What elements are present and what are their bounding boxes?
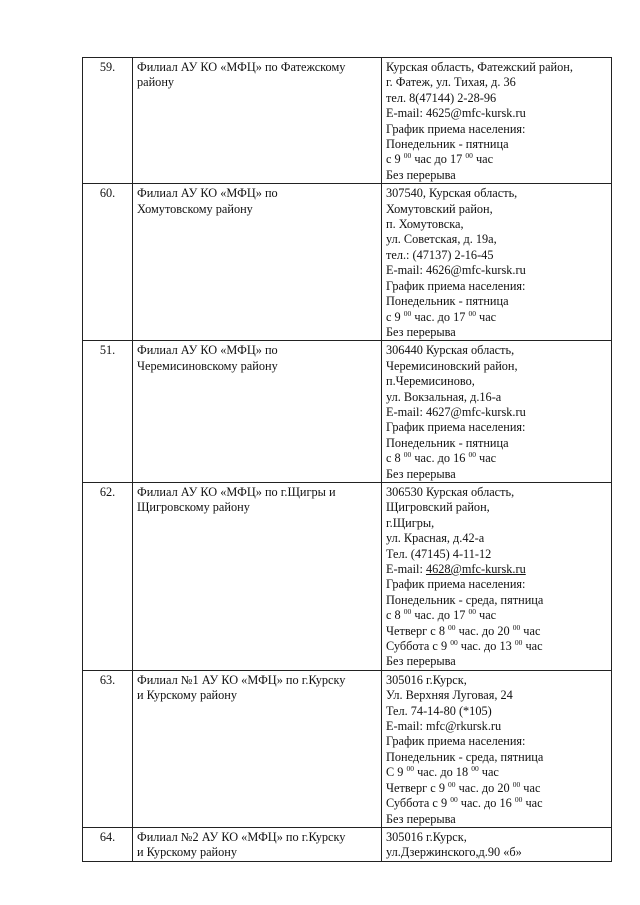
branch-name-line: Черемисиновскому району (137, 358, 278, 373)
branch-name-line: Филиал №2 АУ КО «МФЦ» по г.Курску (137, 829, 346, 844)
schedule-text: с 8 (386, 608, 404, 623)
time-minutes-superscript: 00 (468, 450, 476, 460)
address-line (386, 485, 608, 500)
address-text: г.Щигры, (386, 515, 435, 530)
address-line (386, 390, 608, 405)
address-text: Тел. (47145) 4-11-12 (386, 546, 492, 561)
address-text: Без перерыва (386, 324, 456, 339)
address-line (386, 91, 608, 106)
time-minutes-superscript: 00 (465, 151, 473, 161)
row-number: 64. (83, 827, 133, 861)
address-text: 305016 г.Курск, (386, 829, 467, 844)
schedule-text: час. до 17 (411, 309, 469, 324)
address-text: 305016 г.Курск, (386, 672, 467, 687)
address-line (386, 75, 608, 90)
address-line (386, 608, 608, 623)
address-text: E-mail: 4627@mfc-kursk.ru (386, 404, 526, 419)
row-number: 63. (83, 670, 133, 827)
address-line (386, 654, 608, 669)
address-text: График приема населения: (386, 420, 526, 435)
schedule-text: Суббота с 9 (386, 796, 451, 811)
address-line (386, 106, 608, 121)
address-line (386, 796, 608, 811)
schedule-text: Суббота с 9 (386, 639, 451, 654)
address-text: ул. Красная, д.42-а (386, 531, 485, 546)
address-line (386, 516, 608, 531)
branch-name-line: Филиал №1 АУ КО «МФЦ» по г.Курску (137, 672, 346, 687)
branch-address (382, 670, 612, 827)
schedule-text: час (475, 451, 497, 466)
address-line (386, 186, 608, 201)
address-line (386, 60, 608, 75)
table-row (83, 827, 612, 861)
schedule-text: с 9 (386, 152, 404, 167)
address-line (386, 500, 608, 515)
schedule-text: час (475, 309, 497, 324)
schedule-text: С 9 (386, 765, 407, 780)
branch-name-line: Филиал АУ КО «МФЦ» по (137, 186, 278, 201)
address-line (386, 137, 608, 152)
address-text: г. Фатеж, ул. Тихая, д. 36 (386, 75, 516, 90)
schedule-text: с 9 (386, 309, 404, 324)
address-text: Понедельник - среда, пятница (386, 749, 544, 764)
branch-name (133, 184, 382, 341)
email-link[interactable]: 4628@mfc-kursk.ru (425, 562, 526, 576)
time-minutes-superscript: 00 (514, 638, 523, 648)
address-text: График приема населения: (386, 121, 526, 136)
address-line (386, 122, 608, 137)
address-line (386, 624, 608, 639)
schedule-text: с 8 (386, 451, 404, 466)
schedule-text: час (520, 623, 541, 638)
branch-name-line: району (137, 75, 175, 90)
address-line (386, 688, 608, 703)
address-text: E-mail: mfc@rkursk.ru (386, 719, 502, 734)
branch-name (133, 482, 382, 670)
address-text: Без перерыва (386, 811, 456, 826)
address-line (386, 343, 608, 358)
address-line (386, 639, 608, 654)
branch-name-line: Филиал АУ КО «МФЦ» по (137, 343, 278, 358)
schedule-text: час. до 20 (455, 780, 513, 795)
address-text: ул. Советская, д. 19а, (386, 232, 497, 247)
schedule-text: час. до 18 (414, 765, 472, 780)
branch-name-line: и Курскому району (137, 845, 238, 860)
schedule-text: час (472, 152, 494, 167)
table-row (83, 341, 612, 483)
address-line (386, 279, 608, 294)
address-text: E-mail: (386, 562, 426, 576)
schedule-text: час. до 20 (455, 623, 513, 638)
address-line (386, 812, 608, 827)
branch-name-line: и Курскому району (137, 688, 238, 703)
schedule-text: час до 17 (411, 152, 466, 167)
address-text: тел. 8(47144) 2-28-96 (386, 90, 497, 105)
address-line (386, 405, 608, 420)
time-minutes-superscript: 00 (512, 622, 521, 632)
address-text: Понедельник - пятница (386, 137, 509, 152)
row-number: 59. (83, 58, 133, 184)
address-text: E-mail: 4626@mfc-kursk.ru (386, 263, 526, 278)
address-line (386, 152, 608, 167)
address-text: График приема населения: (386, 734, 526, 749)
address-text: п. Хомутовска, (386, 217, 464, 232)
address-line (386, 673, 608, 688)
time-minutes-superscript: 00 (514, 795, 523, 805)
time-minutes-superscript: 00 (403, 151, 412, 161)
address-line (386, 263, 608, 278)
branch-name (133, 827, 382, 861)
address-text: Без перерыва (386, 654, 456, 669)
branch-name (133, 341, 382, 483)
row-number: 51. (83, 341, 133, 483)
branch-table (82, 57, 612, 862)
schedule-text: час (478, 765, 499, 780)
schedule-text: час. до 16 (457, 796, 515, 811)
branch-name (133, 58, 382, 184)
branch-name-line: Филиал АУ КО «МФЦ» по Фатежскому (137, 60, 346, 74)
address-line (386, 577, 608, 592)
address-line (386, 310, 608, 325)
time-minutes-superscript: 00 (403, 450, 412, 460)
table-row (83, 184, 612, 341)
table-row (83, 670, 612, 827)
branch-name-line: Хомутовскому району (137, 201, 253, 216)
address-text: 307540, Курская область, (386, 186, 518, 201)
row-number: 60. (83, 184, 133, 341)
time-minutes-superscript: 00 (403, 308, 412, 318)
address-line (386, 168, 608, 183)
address-line (386, 325, 608, 340)
schedule-text: час. до 17 (411, 608, 469, 623)
address-line (386, 765, 608, 780)
time-minutes-superscript: 00 (468, 308, 476, 318)
address-text: 306530 Курская область, (386, 484, 515, 499)
branch-address (382, 827, 612, 861)
branch-table-body (83, 58, 612, 862)
time-minutes-superscript: 00 (403, 607, 412, 617)
address-text: Тел. 74-14-80 (*105) (386, 703, 492, 718)
address-text: Хомутовский район, (386, 201, 493, 216)
address-text: Без перерыва (386, 167, 456, 182)
table-row (83, 58, 612, 184)
schedule-text: час (522, 639, 543, 654)
time-minutes-superscript: 00 (512, 779, 521, 789)
address-text: Понедельник - пятница (386, 435, 509, 450)
address-line (386, 704, 608, 719)
address-line (386, 547, 608, 562)
address-line (386, 593, 608, 608)
address-text: Без перерыва (386, 466, 456, 481)
table-row (83, 482, 612, 670)
branch-name-line: Щигровскому району (137, 500, 250, 515)
schedule-text: Четверг с 9 (386, 780, 449, 795)
address-line (386, 845, 608, 860)
address-line (386, 202, 608, 217)
time-minutes-superscript: 00 (448, 779, 456, 789)
address-line (386, 232, 608, 247)
schedule-text: час (522, 796, 543, 811)
schedule-text: Четверг с 8 (386, 623, 449, 638)
address-line (386, 436, 608, 451)
time-minutes-superscript: 00 (406, 764, 414, 774)
address-text: ул. Вокзальная, д.16-а (386, 389, 502, 404)
address-line (386, 467, 608, 482)
time-minutes-superscript: 00 (450, 795, 458, 805)
address-text: График приема населения: (386, 577, 526, 592)
schedule-text: час (520, 780, 541, 795)
address-text: тел.: (47137) 2-16-45 (386, 247, 494, 262)
time-minutes-superscript: 00 (468, 607, 476, 617)
address-text: Ул. Верхняя Луговая, 24 (386, 688, 513, 703)
branch-address (382, 341, 612, 483)
branch-address (382, 58, 612, 184)
branch-name-line: Филиал АУ КО «МФЦ» по г.Щигры и (137, 484, 336, 499)
schedule-text: час (475, 608, 497, 623)
address-line (386, 217, 608, 232)
address-line (386, 781, 608, 796)
address-line (386, 830, 608, 845)
address-text: Понедельник - пятница (386, 294, 509, 309)
address-line (386, 374, 608, 389)
address-line (386, 451, 608, 466)
address-line (386, 359, 608, 374)
branch-address (382, 184, 612, 341)
branch-address (382, 482, 612, 670)
address-line (386, 531, 608, 546)
address-line (386, 562, 608, 577)
time-minutes-superscript: 00 (450, 638, 458, 648)
address-text: График приема населения: (386, 278, 526, 293)
address-line (386, 294, 608, 309)
address-text: 306440 Курская область, (386, 343, 515, 358)
address-line (386, 750, 608, 765)
branch-name (133, 670, 382, 827)
time-minutes-superscript: 00 (471, 764, 479, 774)
address-text: Курская область, Фатежский район, (386, 60, 573, 74)
address-text: E-mail: 4625@mfc-kursk.ru (386, 106, 526, 121)
address-text: ул.Дзержинского,д.90 «б» (386, 845, 522, 860)
address-line (386, 420, 608, 435)
schedule-text: час. до 13 (457, 639, 515, 654)
row-number: 62. (83, 482, 133, 670)
time-minutes-superscript: 00 (448, 622, 456, 632)
address-text: Черемисиновский район, (386, 358, 518, 373)
address-line (386, 734, 608, 749)
address-text: п.Черемисиново, (386, 374, 475, 389)
address-line (386, 248, 608, 263)
schedule-text: час. до 16 (411, 451, 469, 466)
address-text: Понедельник - среда, пятница (386, 592, 544, 607)
address-text: Щигровский район, (386, 500, 490, 515)
address-line (386, 719, 608, 734)
